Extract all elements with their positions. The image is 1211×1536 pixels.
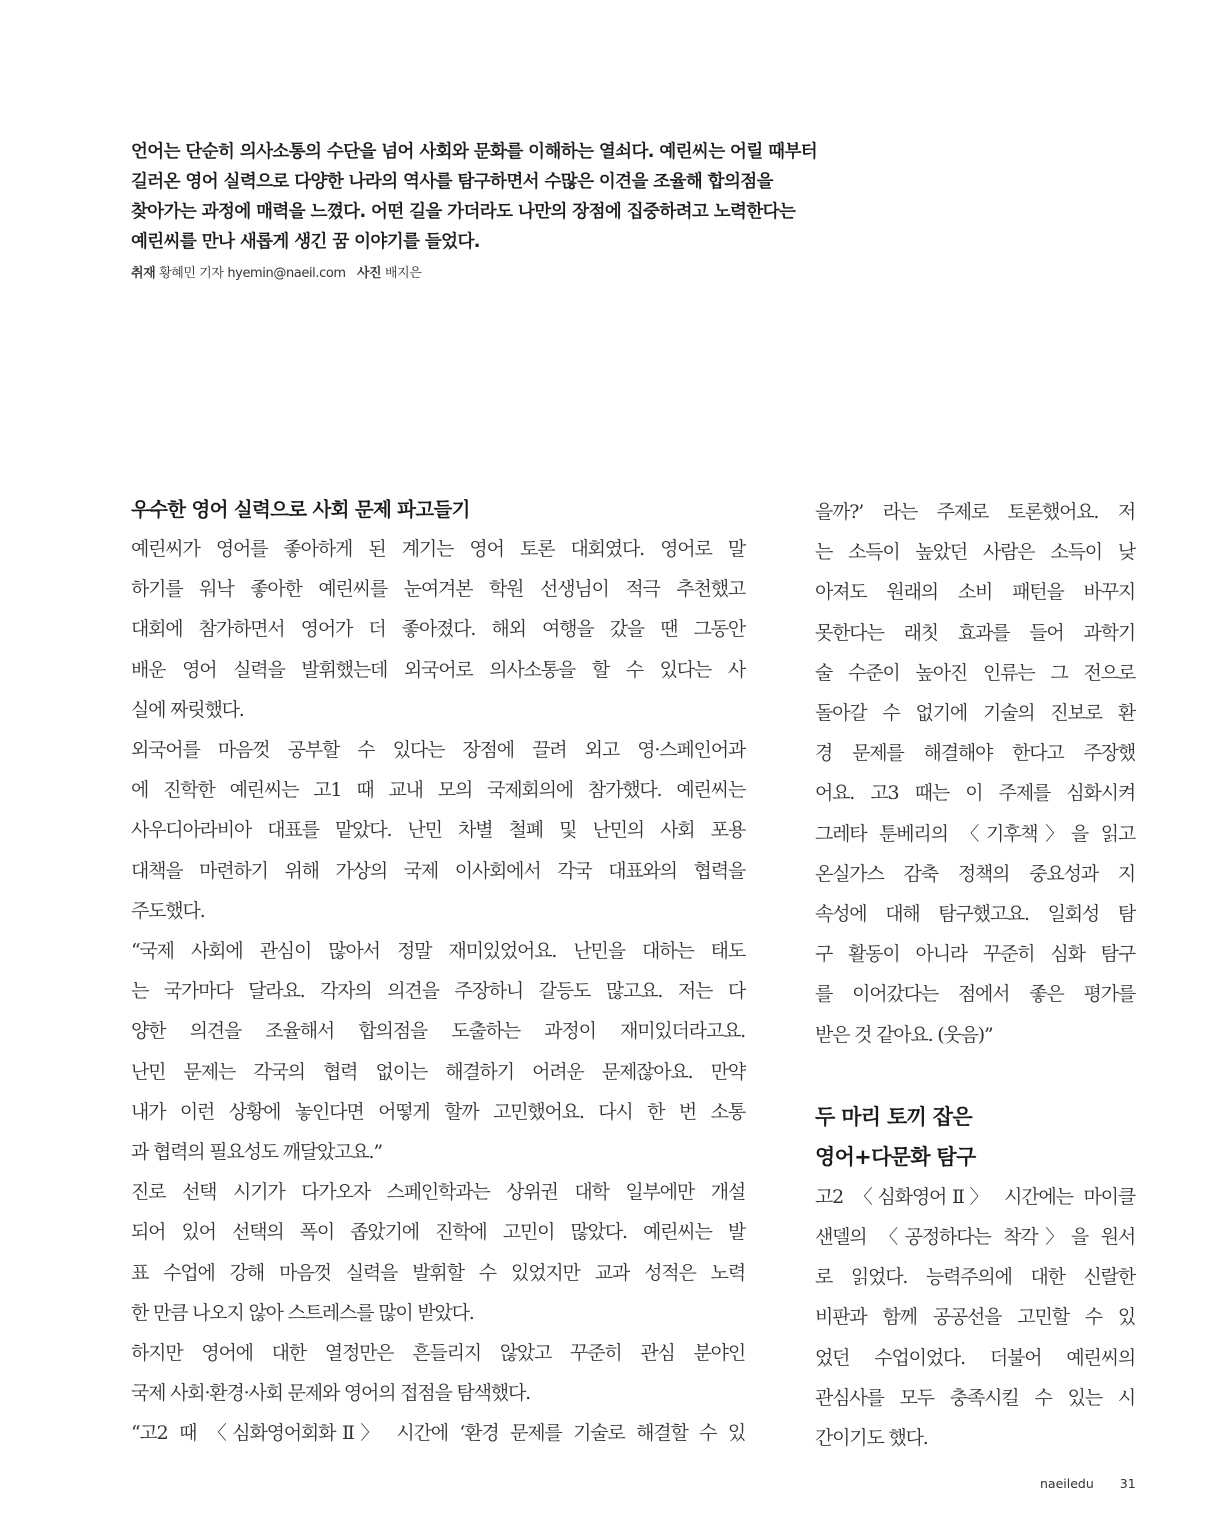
body-line: 하기를 워낙 좋아한 예린씨를 눈여겨본 학원 선생님이 적극 추천했고 [131,578,745,601]
body-line: “고2 때 〈심화영어회화Ⅱ〉 시간에 ‘환경 문제를 기술로 해결할 수 있 [131,1422,745,1445]
body-line: 에 진학한 예린씨는 고1 때 교내 모의 국제회의에 참가했다. 예린씨는 [131,779,745,802]
body-line: 고2 〈심화영어Ⅱ〉 시간에는 마이클 [815,1185,1135,1208]
body-line: 하지만 영어에 대한 열정만은 흔들리지 않았고 꾸준히 관심 분야인 [131,1342,745,1365]
body-line: 한 만큼 나오지 않아 스트레스를 많이 받았다. [131,1301,474,1324]
body-line: 샌델의 〈공정하다는 착각〉을 원서 [815,1226,1135,1249]
photo-text: 배지은 [384,266,422,281]
body-line: 돌아갈 수 없기에 기술의 진보로 환 [815,702,1135,725]
body-line: 과 협력의 필요성도 깨달았고요.” [131,1141,382,1164]
body-line: 간이기도 했다. [815,1427,928,1450]
body-line: 관심사를 모두 충족시킬 수 있는 시 [815,1386,1135,1409]
page-number: 31 [1119,1476,1136,1491]
body-line: 었던 수업이었다. 더불어 예린씨의 [815,1346,1135,1369]
body-line: 실에 짜릿했다. [131,698,244,721]
body-line: 대책을 마련하기 위해 가상의 국제 이사회에서 각국 대표와의 협력을 [131,859,745,882]
intro-line: 찾아가는 과정에 매력을 느꼈다. 어떤 길을 가더라도 나만의 장점에 집중하려고 노력한다는 [131,202,796,222]
intro-lead [131,137,891,257]
body-line: 로 읽었다. 능력주의에 대한 신랄한 [815,1266,1135,1289]
body-line: 예린씨가 영어를 좋아하게 된 계기는 영어 토론 대회였다. 영어로 말 [131,538,745,560]
body-line: 양한 의견을 조율해서 합의점을 도출하는 과정이 재미있더라고요. [131,1020,745,1043]
interview-label: 취재 [131,266,156,281]
body-line: 내가 이런 상황에 놓인다면 어떻게 할까 고민했어요. 다시 한 번 소통 [131,1100,745,1123]
intro-line: 예린씨를 만나 새롭게 생긴 꿈 이야기를 들었다. [131,232,480,252]
photo-label: 사진 [356,266,382,281]
body-line: 국제 사회·환경·사회 문제와 영어의 접점을 탐색했다. [131,1382,530,1405]
body-line: 는 국가마다 달라요. 각자의 의견을 주장하니 갈등도 많고요. 저는 다 [131,980,745,1003]
body-line: 는 소득이 높았던 사람은 소득이 낮 [815,541,1135,564]
intro-line: 언어는 단순히 의사소통의 수단을 넘어 사회와 문화를 이해하는 열쇠다. 예린씨는 어릴 때부터 [131,142,818,162]
page-footer [1040,1476,1136,1491]
body-line: 되어 있어 선택의 폭이 좁았기에 진학에 고민이 많았다. 예린씨는 발 [131,1221,745,1244]
body-line: 아져도 원래의 소비 패턴을 바꾸지 [815,581,1135,604]
body-line: 진로 선택 시기가 다가오자 스페인학과는 상위권 대학 일부에만 개설 [131,1181,745,1204]
section-heading: 영어+다문화 탐구 [815,1144,976,1169]
right-column [815,492,1135,1458]
body-line: 경 문제를 해결해야 한다고 주장했 [815,742,1135,765]
left-column [131,492,745,1454]
body-line: 받은 것 같아요. (웃음)” [815,1023,993,1046]
body-line: 어요. 고3 때는 이 주제를 심화시켜 [815,782,1135,805]
body-line: 구 활동이 아니라 꾸준히 심화 탐구 [815,943,1135,966]
magazine-name: naeiledu [1040,1476,1094,1491]
body-line: 온실가스 감축 정책의 중요성과 지 [815,862,1135,885]
body-line: “국제 사회에 관심이 많아서 정말 재미있었어요. 난민을 대하는 태도 [131,940,745,963]
body-line: 술 수준이 높아진 인류는 그 전으로 [815,661,1135,684]
body-line: 를 이어갔다는 점에서 좋은 평가를 [815,983,1135,1006]
intro-line: 길러온 영어 실력으로 다양한 나라의 역사를 탐구하면서 수많은 이견을 조율해 합의점을 [131,172,773,192]
body-line: 주도했다. [131,899,205,922]
body-line: 속성에 대해 탐구했고요. 일회성 탐 [815,903,1135,926]
body-line: 외국어를 마음껏 공부할 수 있다는 장점에 끌려 외고 영·스페인어과 [131,739,745,762]
section-heading: 두 마리 토끼 잡은 [815,1104,972,1129]
section-heading: 우수한 영어 실력으로 사회 문제 파고들기 [131,498,470,521]
body-line: 그레타 툰베리의 〈기후책〉을 읽고 [815,822,1135,845]
body-line: 사우디아라비아 대표를 맡았다. 난민 차별 철폐 및 난민의 사회 포용 [131,819,745,842]
section-gap [815,1055,1135,1097]
body-line: 을까?’ 라는 주제로 토론했어요. 저 [815,501,1135,523]
interview-text: 황혜민 기자 hyemin@naeil.com [159,266,346,281]
body-line: 표 수업에 강해 마음껏 실력을 발휘할 수 있었지만 교과 성적은 노력 [131,1261,745,1284]
body-line: 난민 문제는 각국의 협력 없이는 해결하기 어려운 문제잖아요. 만약 [131,1060,745,1083]
body-line: 대회에 참가하면서 영어가 더 좋아졌다. 해외 여행을 갔을 땐 그동안 [131,618,745,641]
body-line: 비판과 함께 공공선을 고민할 수 있 [815,1306,1135,1329]
body-line: 배운 영어 실력을 발휘했는데 외국어로 의사소통을 할 수 있다는 사 [131,658,745,681]
body-line: 못한다는 래칫 효과를 들어 과학기 [815,621,1135,644]
byline [131,262,421,281]
